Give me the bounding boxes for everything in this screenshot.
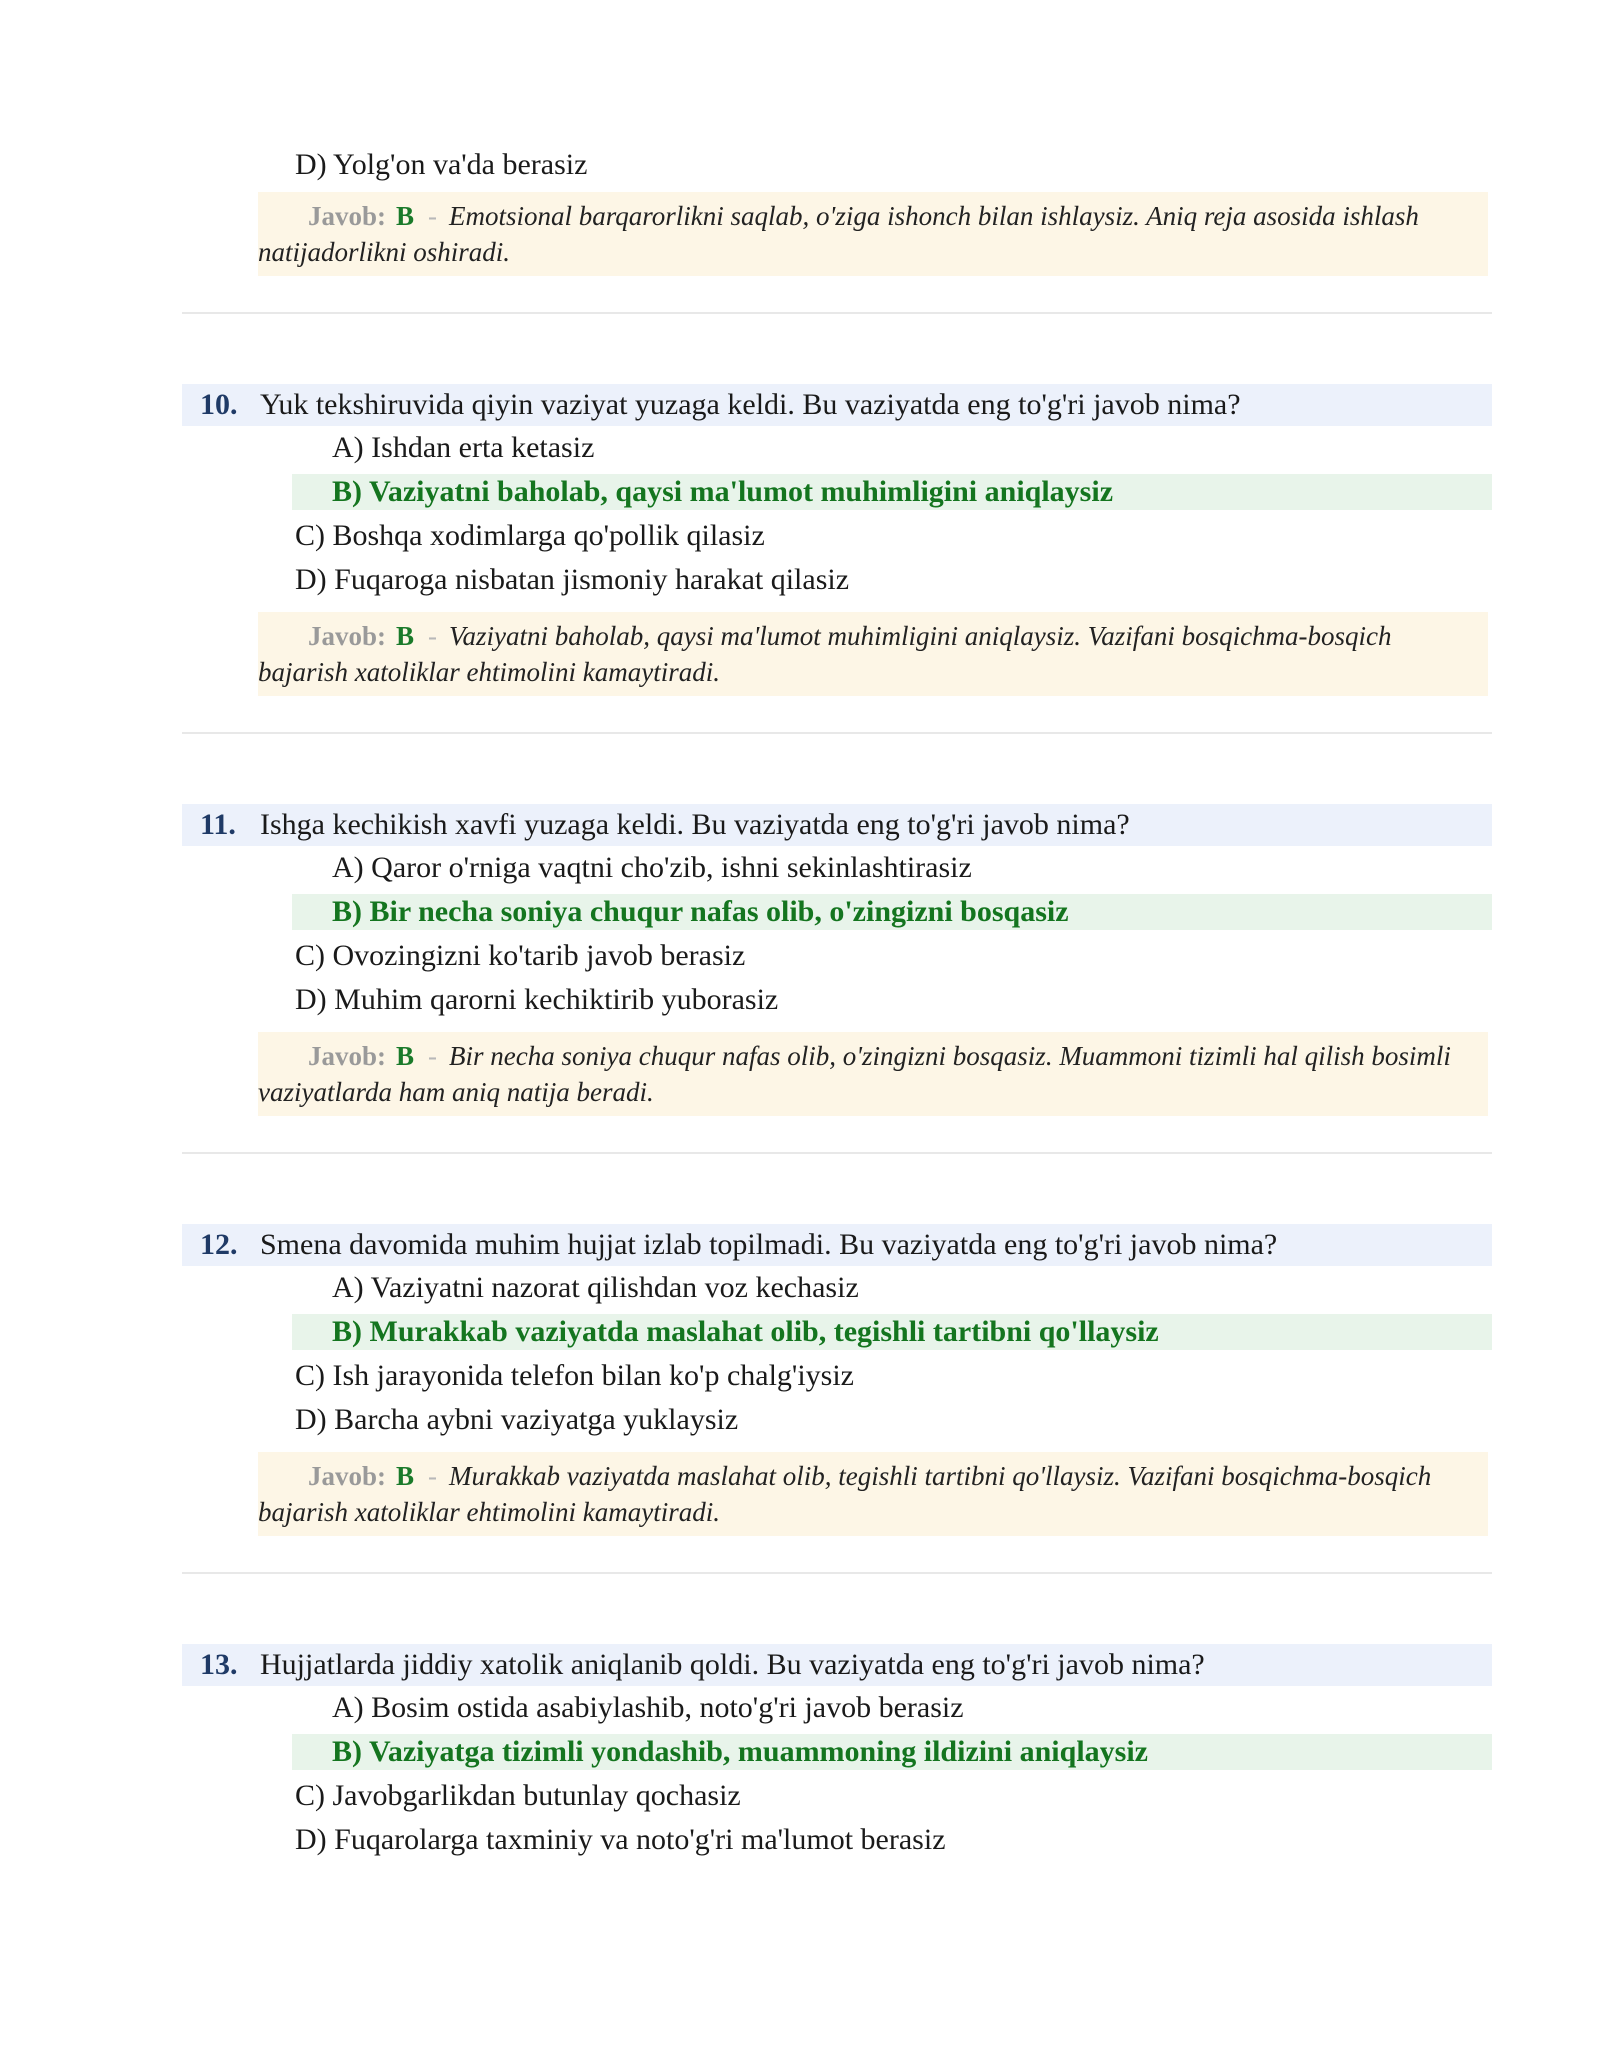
question-number: 13. (200, 1648, 238, 1681)
question-10 (182, 384, 1492, 602)
question-12 (182, 1224, 1492, 1442)
answer-explanation: Murakkab vaziyatda maslahat olib, tegishli tartibni qo'llaysiz. Vazifani bosqichma-bosqich bajarish xatoliklar ehtimolini kamaytiradi. (258, 1461, 1432, 1527)
answer-label: Javob: (308, 201, 387, 231)
question-header (182, 384, 1492, 426)
question-number: 10. (200, 388, 238, 421)
answer-label: Javob: (308, 621, 387, 651)
answer-dash: - (428, 1041, 438, 1071)
option-b-correct: B) Vaziyatni baholab, qaysi ma'lumot muhimligini aniqlaysiz (292, 474, 1492, 510)
question-header (182, 1224, 1492, 1266)
question-text: Hujjatlarda jiddiy xatolik aniqlanib qoldi. Bu vaziyatda eng to'g'ri javob nima? (260, 1648, 1205, 1681)
separator (182, 732, 1492, 734)
question-text: Yuk tekshiruvida qiyin vaziyat yuzaga keldi. Bu vaziyatda eng to'g'ri javob nima? (260, 388, 1241, 421)
option-a: A) Ishdan erta ketasiz (332, 431, 595, 464)
answer-letter: B (396, 201, 415, 231)
option-d: D) Muhim qarorni kechiktirib yuborasiz (295, 983, 779, 1016)
answer-dash: - (428, 1461, 438, 1491)
option-c: C) Ish jarayonida telefon bilan ko'p chalg'iysiz (295, 1359, 854, 1392)
option-b-correct: B) Murakkab vaziyatda maslahat olib, tegishli tartibni qo'llaysiz (292, 1314, 1492, 1350)
option-d: D) Fuqarolarga taxminiy va noto'g'ri ma'lumot berasiz (295, 1823, 946, 1856)
option-a: A) Vaziyatni nazorat qilishdan voz kechasiz (332, 1271, 859, 1304)
answer-explanation: Vaziyatni baholab, qaysi ma'lumot muhimligini aniqlaysiz. Vazifani bosqichma-bosqich bajarish xatoliklar ehtimolini kamaytiradi. (258, 621, 1392, 687)
question-number: 11. (200, 808, 236, 841)
answer-explanation: Emotsional barqarorlikni saqlab, o'ziga ishonch bilan ishlaysiz. Aniq reja asosida ishlash natijadorlikni oshiradi. (258, 201, 1419, 267)
question-number: 12. (200, 1228, 238, 1261)
question-text: Smena davomida muhim hujjat izlab topilmadi. Bu vaziyatda eng to'g'ri javob nima? (260, 1228, 1278, 1261)
answer-dash: - (428, 201, 438, 231)
separator (182, 312, 1492, 314)
answer-letter: B (396, 621, 415, 651)
separator (182, 1572, 1492, 1574)
answer-label: Javob: (308, 1041, 387, 1071)
question-header (182, 1644, 1492, 1686)
answer-box (258, 1032, 1488, 1116)
option-a: A) Qaror o'rniga vaqtni cho'zib, ishni sekinlashtirasiz (332, 851, 972, 884)
option-d: D) Barcha aybni vaziyatga yuklaysiz (295, 1403, 739, 1436)
option-c: C) Ovozingizni ko'tarib javob berasiz (295, 939, 746, 972)
option-d: D) Yolg'on va'da berasiz (295, 148, 588, 181)
answer-letter: B (396, 1461, 415, 1491)
separator (182, 1152, 1492, 1154)
question-text: Ishga kechikish xavfi yuzaga keldi. Bu vaziyatda eng to'g'ri javob nima? (260, 808, 1130, 841)
answer-explanation: Bir necha soniya chuqur nafas olib, o'zingizni bosqasiz. Muammoni tizimli hal qilish bosimli vaziyatlarda ham aniq natija beradi. (258, 1041, 1451, 1107)
question-13 (182, 1644, 1492, 1862)
answer-box (258, 612, 1488, 696)
option-d: D) Fuqaroga nisbatan jismoniy harakat qilasiz (295, 563, 850, 596)
answer-letter: B (396, 1041, 415, 1071)
question-header (182, 804, 1492, 846)
answer-box (258, 192, 1488, 276)
question-11 (182, 804, 1492, 1022)
answer-label: Javob: (308, 1461, 387, 1491)
option-a: A) Bosim ostida asabiylashib, noto'g'ri javob berasiz (332, 1691, 964, 1724)
answer-dash: - (428, 621, 438, 651)
answer-box (258, 1452, 1488, 1536)
option-c: C) Boshqa xodimlarga qo'pollik qilasiz (295, 519, 765, 552)
option-b-correct: B) Bir necha soniya chuqur nafas olib, o'zingizni bosqasiz (292, 894, 1492, 930)
option-b-correct: B) Vaziyatga tizimli yondashib, muammoning ildizini aniqlaysiz (292, 1734, 1492, 1770)
option-c: C) Javobgarlikdan butunlay qochasiz (295, 1779, 741, 1812)
